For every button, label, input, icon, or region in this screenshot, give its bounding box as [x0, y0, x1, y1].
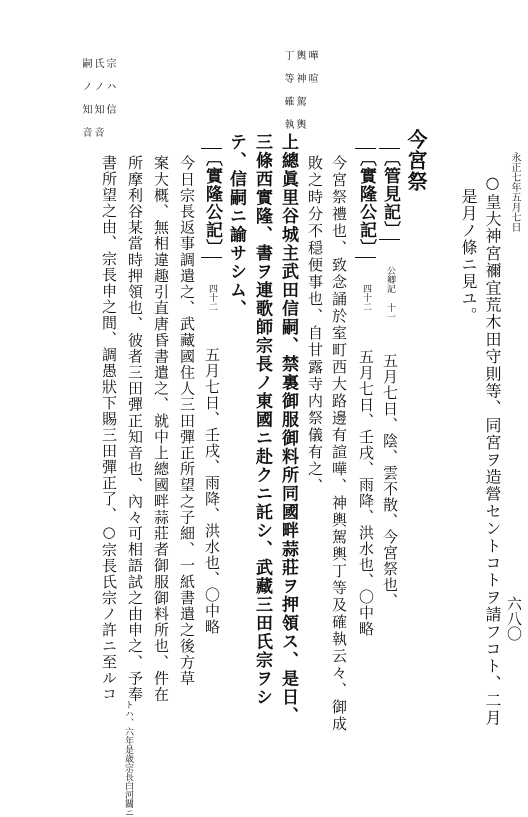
margin-note-left-3: 嗣 ノ 知 音	[80, 58, 91, 138]
margin-note-right-1: 嘩 喧	[306, 50, 317, 84]
text-column-2: 是月ノ條ニ見ユ。	[459, 188, 478, 324]
text-column-6: 敗之時分不穏便事也、自甘露寺内祭儀有之、	[306, 155, 324, 495]
source-volume: 四十二	[207, 284, 217, 311]
source-title: 〔管見記〕	[380, 149, 400, 239]
source-text: 五月七日、壬戌、雨降、洪水也、〇中略	[357, 349, 375, 637]
text-column-12: 案大概、無相違趣引直唐昏書遣之、就中上總國畔蒜莊者御服御料所也、件在	[152, 155, 170, 703]
running-header: 永正七年五月七日	[509, 152, 520, 232]
margin-note-left-1: 宗 ハ 信	[104, 58, 115, 115]
source-title: 〔實隆公記〕	[356, 149, 376, 257]
source-block-sanetaka-2	[201, 148, 222, 635]
source-block-sanetaka-1	[355, 148, 376, 637]
source-text: 五月七日、壬戌、雨降、洪水也、〇中略	[203, 347, 221, 635]
text-column-11: 今日宗長返事調遣之、武藏國住人三田彈正所望之子細、一紙書遣之後方草	[178, 155, 196, 687]
page-number: 六八〇	[505, 596, 523, 641]
source-block-kanmiki	[379, 148, 400, 609]
text-column-13: 所摩利谷某當時押領也、彼者三田彈正知音也、內々可相語試之由申之、予奉	[126, 155, 144, 703]
source-text: 五月七日、陰、雲不散、今宮祭也、	[381, 353, 399, 609]
text-column-8: 三條西實隆、書ヲ連歌師宗長ノ東國ニ赴クニ託シ、武藏三田氏宗ヲシ	[252, 133, 272, 707]
text-column-14-tail: トハ、六年是歳宗長白河關ニ	[123, 700, 133, 817]
source-title: 〔實隆公記〕	[202, 149, 222, 257]
text-column-5: 今宮祭禮也、致念誦於室町西大路邊有諠嘩、神輿駕輿丁等及確執云々、御成	[330, 155, 348, 733]
entry-heading: 今宮祭	[404, 129, 428, 192]
margin-note-right-2: 輿 神 駕 輿	[294, 50, 305, 130]
margin-note-left-2: 氏 ノ 知 音	[92, 58, 103, 138]
source-volume: 公卿記 十一	[385, 266, 395, 321]
source-volume: 四十二	[361, 284, 371, 311]
text-column-1: ○皇大神宮禰宜荒木田守則等、同宮ヲ造營セントコトヲ請フコト、二月	[483, 173, 502, 727]
text-column-9: テ、信嗣ニ諭サシム、	[226, 133, 246, 318]
margin-note-right-3: 丁 等 確 執	[282, 50, 293, 130]
text-column-14: 書所望之由、宗長申之間、調愚狀下賜三田彈正了、○宗長氏宗ノ許ニ至ルコ	[100, 155, 118, 702]
text-column-7: 上總眞里谷城主武田信嗣、禁裏御服御料所同國畔蒜莊ヲ押領ス、是日、	[278, 133, 298, 725]
